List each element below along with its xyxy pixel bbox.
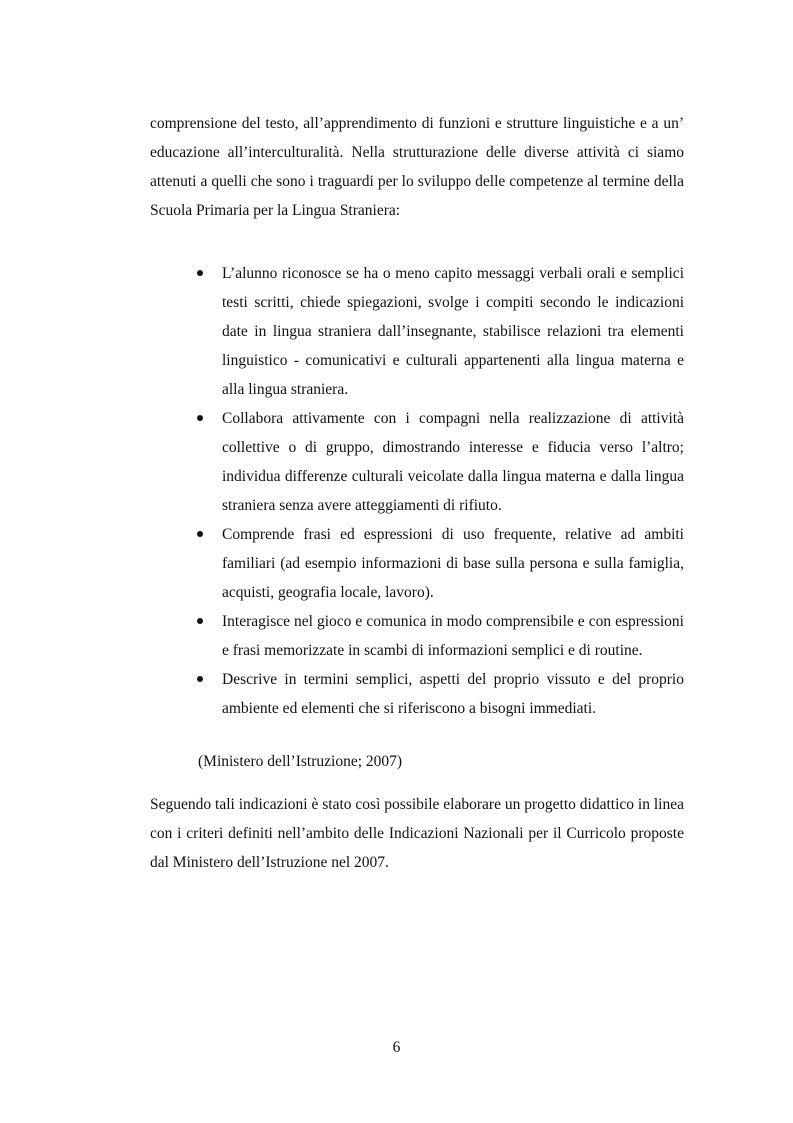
bullet-item xyxy=(195,607,684,665)
bullet-item xyxy=(195,259,684,404)
bullet-item xyxy=(195,404,684,520)
bullet-text: Comprende frasi ed espressioni di uso frequente, relative ad ambiti familiari (ad esempio informazioni di base sulla persona e sulla famiglia, acquisti, geografia locale, lavoro). xyxy=(222,526,684,601)
bullet-dot-icon xyxy=(197,676,203,682)
bullet-text: L’alunno riconosce se ha o meno capito messaggi verbali orali e semplici testi scritti, chiede spiegazioni, svolge i compiti secondo le indicazioni date in lingua straniera dall’insegnante, stabilisce relazioni tra elementi linguistico - comunicativi e culturali appartenenti alla lingua materna e alla lingua straniera. xyxy=(222,265,684,398)
bullet-text: Interagisce nel gioco e comunica in modo comprensibile e con espressioni e frasi memorizzate in scambi di informazioni semplici e di routine. xyxy=(222,613,684,659)
page-number: 6 xyxy=(392,1039,401,1056)
bullet-dot-icon xyxy=(197,415,203,421)
conclusion-paragraph: Seguendo tali indicazioni è stato così possibile elaborare un progetto didattico in linea con i criteri definiti nell’ambito delle Indicazioni Nazionali per il Curricolo proposte dal Ministero dell’Istruzione nel 2007. xyxy=(150,796,684,871)
bullet-dot-icon xyxy=(197,270,203,276)
intro-paragraph: comprensione del testo, all’apprendimento di funzioni e strutture linguistiche e a un’ educazione all’interculturalità. Nella strutturazione delle diverse attività ci siamo attenuti a quelli che sono i traguardi per lo sviluppo delle competenze al termine della Scuola Primaria per la Lingua Straniera: xyxy=(150,115,684,219)
bullet-item xyxy=(195,665,684,723)
competence-bullet-list xyxy=(195,259,684,723)
citation: (Ministero dell’Istruzione; 2007) xyxy=(198,753,403,770)
bullet-dot-icon xyxy=(197,618,203,624)
bullet-text: Collabora attivamente con i compagni nella realizzazione di attività collettive o di gruppo, dimostrando interesse e fiducia verso l’altro; individua differenze culturali veicolate dalla lingua materna e dalla lingua straniera senza avere atteggiamenti di rifiuto. xyxy=(222,410,684,514)
bullet-dot-icon xyxy=(197,531,203,537)
bullet-text: Descrive in termini semplici, aspetti del proprio vissuto e del proprio ambiente ed elementi che si riferiscono a bisogni immediati. xyxy=(222,671,684,717)
bullet-item xyxy=(195,520,684,607)
